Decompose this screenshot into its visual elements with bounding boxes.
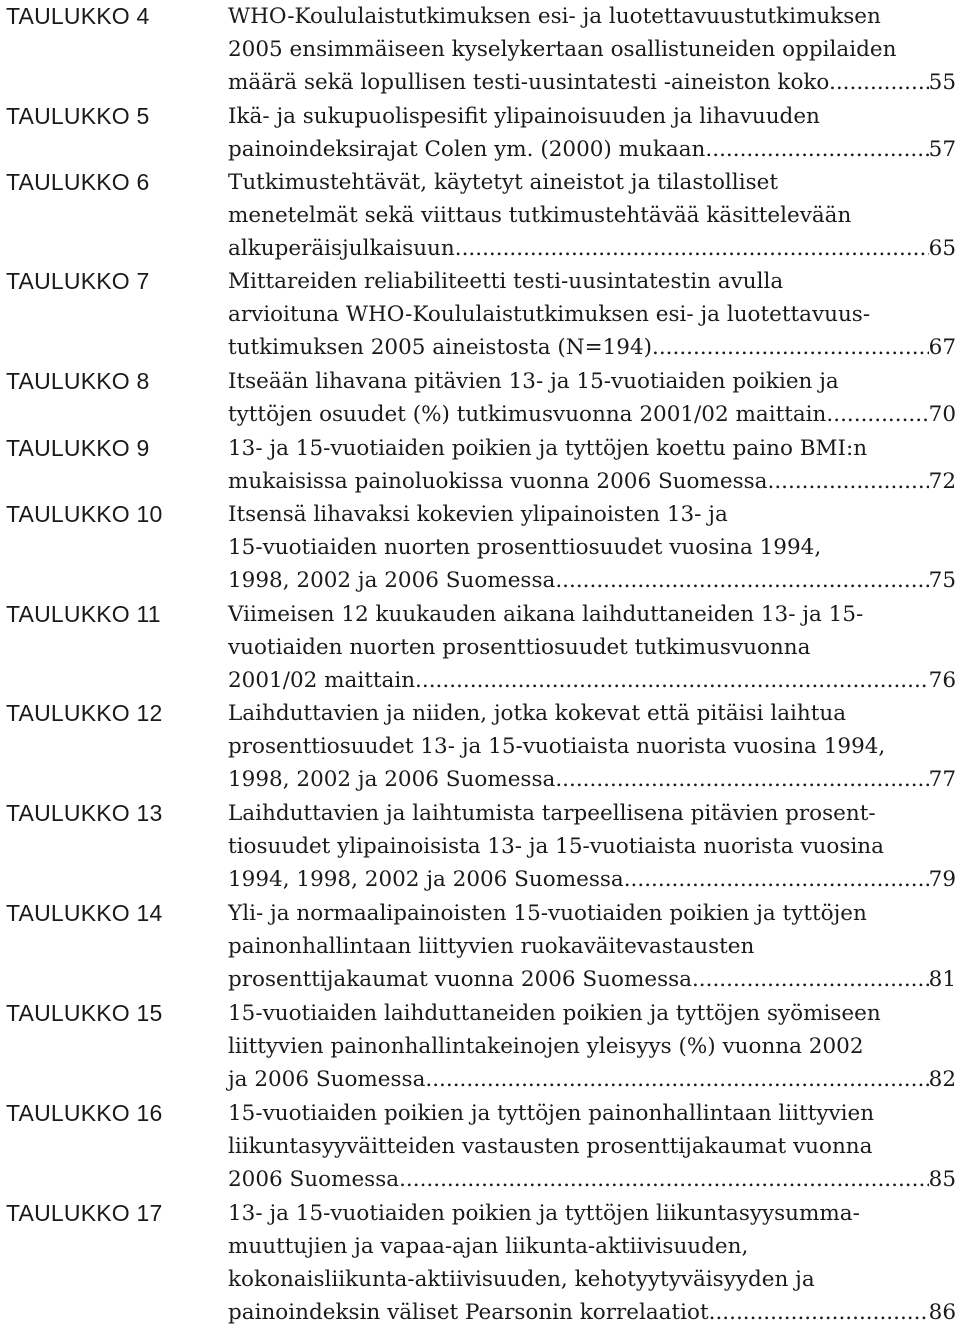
dot-leader	[562, 564, 928, 597]
table-caption	[228, 432, 956, 498]
table-caption	[228, 100, 956, 166]
dot-leader	[406, 1163, 929, 1196]
caption-last-line	[228, 1163, 956, 1196]
caption-last-line	[228, 763, 956, 796]
caption-line: 15-vuotiaiden poikien ja tyttöjen painonhallintaan liittyvien	[228, 1101, 875, 1126]
dot-leader	[699, 963, 929, 996]
caption-line: painoindeksin väliset Pearsonin korrelaatiot.	[228, 1300, 716, 1325]
page-number[interactable]: 70	[928, 402, 956, 427]
table-caption	[228, 797, 956, 896]
table-number-label: TAULUKKO 8	[6, 368, 150, 394]
caption-line: 2005 ensimmäiseen kyselykertaan osallistuneiden oppilaiden	[228, 37, 897, 62]
table-number-label: TAULUKKO 7	[6, 268, 150, 294]
page-number[interactable]: 86	[928, 1300, 956, 1325]
table-number-label: TAULUKKO 5	[6, 103, 150, 129]
caption-last-line	[228, 133, 956, 166]
caption-line: painoindeksirajat Colen ym. (2000) mukaan.	[228, 137, 713, 162]
dot-leader	[836, 66, 929, 99]
caption-line: Mittareiden reliabiliteetti testi-uusintatestin avulla	[228, 269, 784, 294]
table-number-label: TAULUKKO 6	[6, 169, 150, 195]
caption-line: 2006 Suomessa.	[228, 1167, 406, 1192]
caption-line: tutkimuksen 2005 aineistosta (N=194).	[228, 335, 659, 360]
table-caption	[228, 0, 956, 99]
table-number-label: TAULUKKO 13	[6, 800, 163, 826]
dot-leader	[562, 763, 928, 796]
caption-line: prosenttijakaumat vuonna 2006 Suomessa.	[228, 967, 699, 992]
caption-last-line	[228, 465, 956, 498]
page-number[interactable]: 77	[928, 767, 956, 792]
caption-last-line	[228, 1063, 956, 1096]
caption-last-line	[228, 1296, 956, 1329]
table-caption	[228, 166, 956, 265]
caption-line: liittyvien painonhallintakeinojen yleisyys (%) vuonna 2002	[228, 1034, 864, 1059]
caption-last-line	[228, 564, 956, 597]
table-number-label: TAULUKKO 17	[6, 1200, 163, 1226]
page-number[interactable]: 75	[928, 568, 956, 593]
caption-last-line	[228, 66, 956, 99]
caption-line: 15-vuotiaiden laihduttaneiden poikien ja tyttöjen syömiseen	[228, 1001, 881, 1026]
caption-line: tiosuudet ylipainoisista 13- ja 15-vuotiaista nuorista vuosina	[228, 834, 884, 859]
caption-line: 1994, 1998, 2002 ja 2006 Suomessa.	[228, 867, 631, 892]
caption-line: alkuperäisjulkaisuun.	[228, 236, 462, 261]
dot-leader	[833, 398, 928, 431]
caption-last-line	[228, 863, 956, 896]
table-number-label: TAULUKKO 12	[6, 700, 163, 726]
caption-line: arvioituna WHO-Koululaistutkimuksen esi- ja luotettavuus-	[228, 302, 871, 327]
page-number[interactable]: 65	[928, 236, 956, 261]
caption-line: prosenttiosuudet 13- ja 15-vuotiaista nuorista vuosina 1994,	[228, 734, 886, 759]
caption-line: WHO-Koululaistutkimuksen esi- ja luotettavuustutkimuksen	[228, 4, 881, 29]
caption-line: 13- ja 15-vuotiaiden poikien ja tyttöjen koettu paino BMI:n	[228, 436, 868, 461]
caption-line: liikuntasyyväitteiden vastausten prosenttijakaumat vuonna	[228, 1134, 873, 1159]
page-number[interactable]: 76	[928, 668, 956, 693]
caption-line: ja 2006 Suomessa.	[228, 1067, 433, 1092]
dot-leader	[659, 331, 929, 364]
caption-line: Itsensä lihavaksi kokevien ylipainoisten 13- ja	[228, 502, 728, 527]
caption-line: 13- ja 15-vuotiaiden poikien ja tyttöjen liikuntasyysumma-	[228, 1201, 860, 1226]
table-caption	[228, 897, 956, 996]
dot-leader	[432, 1063, 928, 1096]
caption-line: 2001/02 maittain.	[228, 668, 422, 693]
caption-line: muuttujien ja vapaa-ajan liikunta-aktiivisuuden,	[228, 1234, 749, 1259]
dot-leader	[422, 664, 929, 697]
table-caption	[228, 1097, 956, 1196]
caption-line: Laihduttavien ja laihtumista tarpeellisena pitävien prosent-	[228, 801, 876, 826]
table-caption	[228, 365, 956, 431]
caption-last-line	[228, 664, 956, 697]
table-number-label: TAULUKKO 11	[6, 601, 161, 627]
table-number-label: TAULUKKO 4	[6, 3, 150, 29]
caption-line: 15-vuotiaiden nuorten prosenttiosuudet vuosina 1994,	[228, 535, 822, 560]
caption-line: Itseään lihavana pitävien 13- ja 15-vuotiaiden poikien ja	[228, 369, 839, 394]
dot-leader	[631, 863, 929, 896]
caption-line: 1998, 2002 ja 2006 Suomessa.	[228, 767, 563, 792]
caption-line: Ikä- ja sukupuolispesifit ylipainoisuuden ja lihavuuden	[228, 104, 820, 129]
page-number[interactable]: 81	[928, 967, 956, 992]
caption-line: kokonaisliikunta-aktiivisuuden, kehotyytyväisyyden ja	[228, 1267, 815, 1292]
caption-line: Tutkimustehtävät, käytetyt aineistot ja tilastolliset	[228, 170, 778, 195]
caption-last-line	[228, 963, 956, 996]
dot-leader	[712, 133, 928, 166]
caption-line: menetelmät sekä viittaus tutkimustehtävää käsittelevään	[228, 203, 852, 228]
table-number-label: TAULUKKO 14	[6, 900, 163, 926]
page-number[interactable]: 85	[928, 1167, 956, 1192]
page-number[interactable]: 82	[928, 1067, 956, 1092]
caption-last-line	[228, 232, 956, 265]
table-number-label: TAULUKKO 9	[6, 435, 150, 461]
table-number-label: TAULUKKO 15	[6, 1000, 163, 1026]
page-number[interactable]: 55	[928, 70, 956, 95]
table-caption	[228, 498, 956, 597]
caption-line: painonhallintaan liittyvien ruokaväitevastausten	[228, 934, 755, 959]
table-number-label: TAULUKKO 10	[6, 501, 163, 527]
caption-last-line	[228, 331, 956, 364]
table-caption	[228, 997, 956, 1096]
page-number[interactable]: 72	[928, 469, 956, 494]
caption-line: 1998, 2002 ja 2006 Suomessa.	[228, 568, 563, 593]
caption-line: vuotiaiden nuorten prosenttiosuudet tutkimusvuonna	[228, 635, 811, 660]
caption-line: määrä sekä lopullisen testi-uusintatesti -aineiston koko.	[228, 70, 836, 95]
table-caption	[228, 697, 956, 796]
page-number[interactable]: 67	[928, 335, 956, 360]
dot-leader	[462, 232, 929, 265]
caption-last-line	[228, 398, 956, 431]
table-caption	[228, 598, 956, 697]
caption-line: Yli- ja normaalipainoisten 15-vuotiaiden poikien ja tyttöjen	[228, 901, 867, 926]
caption-line: Laihduttavien ja niiden, jotka kokevat että pitäisi laihtua	[228, 701, 847, 726]
page-number[interactable]: 79	[928, 867, 956, 892]
caption-line: tyttöjen osuudet (%) tutkimusvuonna 2001/02 maittain.	[228, 402, 834, 427]
page-number[interactable]: 57	[928, 137, 956, 162]
caption-line: Viimeisen 12 kuukauden aikana laihduttaneiden 13- ja 15-	[228, 602, 864, 627]
dot-leader	[715, 1296, 928, 1329]
table-caption	[228, 1197, 956, 1329]
dot-leader	[774, 465, 928, 498]
table-number-label: TAULUKKO 16	[6, 1100, 163, 1126]
caption-line: mukaisissa painoluokissa vuonna 2006 Suomessa.	[228, 469, 775, 494]
table-caption	[228, 265, 956, 364]
